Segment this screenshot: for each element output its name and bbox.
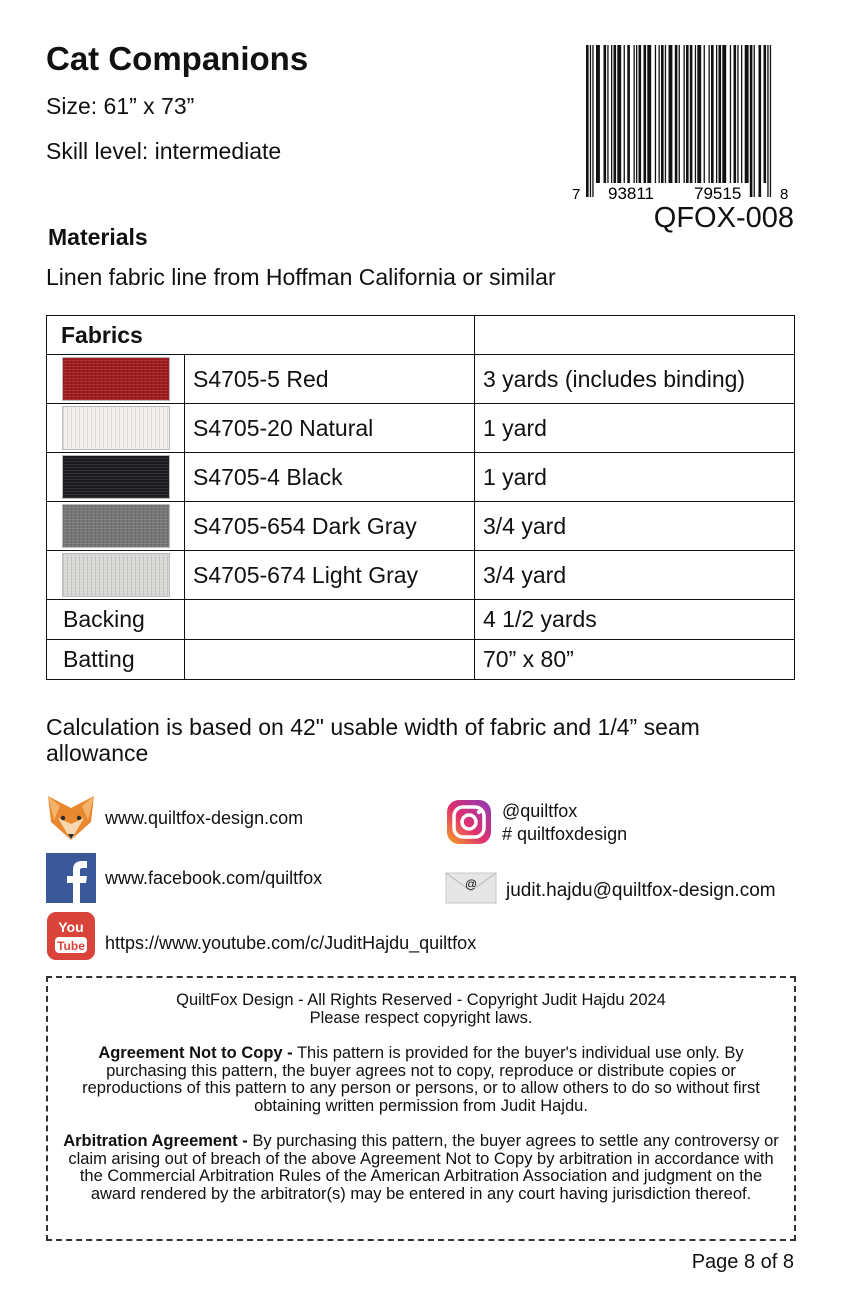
barcode-bar bbox=[759, 45, 762, 197]
barcode-bar bbox=[722, 45, 726, 183]
barcode-bar bbox=[604, 45, 607, 183]
barcode-bar bbox=[764, 45, 767, 183]
table-row bbox=[47, 640, 795, 680]
agreement-title: Agreement Not to Copy - bbox=[98, 1044, 293, 1062]
barcode-bar bbox=[737, 45, 738, 183]
calculation-note: Calculation is based on 42" usable width of fabric and 1/4” seam allowance bbox=[46, 714, 700, 766]
fox-logo-icon bbox=[46, 794, 96, 842]
fabric-amount: 1 yard bbox=[475, 453, 795, 502]
table-row bbox=[47, 551, 795, 600]
barcode-bar bbox=[624, 45, 625, 183]
barcode-bar bbox=[686, 45, 689, 183]
legal-box bbox=[46, 976, 796, 1241]
barcode-bar bbox=[639, 45, 642, 183]
barcode-bar bbox=[675, 45, 678, 183]
facebook-contact[interactable] bbox=[46, 853, 322, 903]
extra-amount: 70” x 80” bbox=[475, 640, 795, 680]
amount-header bbox=[475, 316, 795, 355]
website-contact[interactable] bbox=[46, 794, 303, 842]
instagram-contact[interactable] bbox=[445, 798, 627, 846]
barcode-bar bbox=[590, 45, 591, 197]
fabric-swatch bbox=[62, 406, 170, 450]
fabric-swatch bbox=[62, 455, 170, 499]
barcode-bar bbox=[709, 45, 710, 183]
quilt-size: Size: 61” x 73” bbox=[46, 93, 195, 119]
facebook-icon bbox=[46, 853, 96, 903]
barcode-bar bbox=[655, 45, 656, 183]
materials-heading: Materials bbox=[48, 224, 148, 250]
barcode-bars bbox=[586, 45, 771, 197]
instagram-icon bbox=[445, 798, 493, 846]
barcode-bar bbox=[679, 45, 680, 183]
barcode-bar bbox=[636, 45, 637, 183]
extra-amount: 4 1/2 yards bbox=[475, 600, 795, 640]
product-code: QFOX-008 bbox=[653, 202, 794, 234]
fabric-amount: 3/4 yard bbox=[475, 502, 795, 551]
instagram-hashtag[interactable]: # quiltfoxdesign bbox=[502, 824, 628, 844]
materials-intro: Linen fabric line from Hoffman California or similar bbox=[46, 264, 556, 290]
agreement-paragraph bbox=[62, 1045, 780, 1115]
youtube-logo-top: You bbox=[58, 919, 84, 935]
table-header-row bbox=[47, 316, 795, 355]
envelope-icon bbox=[445, 872, 497, 904]
arbitration-title: Arbitration Agreement - bbox=[63, 1132, 248, 1150]
skill-level: Skill level: intermediate bbox=[46, 138, 282, 164]
barcode-bar bbox=[730, 45, 731, 183]
youtube-icon bbox=[46, 911, 96, 961]
barcode-bar bbox=[661, 45, 664, 183]
barcode-bar bbox=[592, 45, 593, 197]
fabric-swatch bbox=[62, 357, 170, 401]
barcode-bar bbox=[634, 45, 635, 183]
barcode-bar bbox=[644, 45, 647, 183]
barcode-bar bbox=[607, 45, 608, 183]
fabric-swatch bbox=[62, 504, 170, 548]
barcode-bar bbox=[611, 45, 612, 183]
barcode-bar bbox=[745, 45, 749, 183]
fabric-amount: 3 yards (includes binding) bbox=[475, 355, 795, 404]
barcode-bar bbox=[614, 45, 617, 183]
barcode-bar bbox=[695, 45, 696, 183]
barcode-digit-2: 93811 bbox=[608, 184, 655, 203]
fabric-code: S4705-4 Black bbox=[185, 453, 475, 502]
barcode-bar bbox=[750, 45, 753, 197]
barcode-bar bbox=[719, 45, 722, 183]
barcode-bar bbox=[716, 45, 717, 183]
email-link[interactable]: judit.hajdu@quiltfox-design.com bbox=[506, 880, 776, 901]
table-row bbox=[47, 355, 795, 404]
barcode-bar bbox=[665, 45, 666, 183]
barcode-bar bbox=[711, 45, 714, 183]
envelope-at-sign: @ bbox=[465, 877, 478, 891]
barcode-bar bbox=[770, 45, 771, 197]
youtube-link[interactable]: https://www.youtube.com/c/JuditHajdu_quiltfox bbox=[105, 932, 477, 953]
arbitration-paragraph bbox=[62, 1133, 780, 1203]
fabric-amount: 1 yard bbox=[475, 404, 795, 453]
barcode-bar bbox=[669, 45, 673, 183]
table-row bbox=[47, 404, 795, 453]
extra-label: Batting bbox=[47, 640, 185, 680]
table-row bbox=[47, 453, 795, 502]
agreement-text: This pattern is provided for the buyer's individual use only. By purchasing this pattern, the buyer agrees not to copy, reproduce or distribute copies or reproductions of this pattern to any person or persons, or to allow others to do so without first obtaining written permission from Judit Hajdu. bbox=[82, 1044, 760, 1115]
fabrics-header: Fabrics bbox=[47, 316, 475, 355]
barcode-bar bbox=[586, 45, 589, 197]
barcode-bar bbox=[627, 45, 630, 183]
fabric-swatch bbox=[62, 553, 170, 597]
barcode-bar bbox=[697, 45, 701, 183]
fabric-code: S4705-674 Light Gray bbox=[185, 551, 475, 600]
website-link[interactable]: www.quiltfox-design.com bbox=[105, 807, 304, 828]
fabrics-table bbox=[46, 315, 795, 680]
instagram-handle[interactable]: @quiltfox bbox=[502, 801, 578, 821]
copyright-notice: Please respect copyright laws. bbox=[309, 1008, 533, 1027]
email-contact[interactable] bbox=[445, 872, 776, 904]
barcode-bar bbox=[617, 45, 621, 183]
fabric-code: S4705-20 Natural bbox=[185, 404, 475, 453]
youtube-contact[interactable] bbox=[46, 911, 476, 961]
barcode-bar bbox=[690, 45, 693, 183]
table-row bbox=[47, 502, 795, 551]
copyright-line: QuiltFox Design - All Rights Reserved - Copyright Judit Hajdu 2024 bbox=[176, 991, 666, 1009]
extra-label: Backing bbox=[47, 600, 185, 640]
barcode-digit-1: 7 bbox=[572, 186, 581, 203]
barcode-bar bbox=[767, 45, 768, 197]
barcode-bar bbox=[659, 45, 660, 183]
facebook-link[interactable]: www.facebook.com/quiltfox bbox=[105, 867, 323, 888]
barcode-digit-4: 8 bbox=[780, 186, 789, 203]
page-number: Page 8 of 8 bbox=[691, 1251, 794, 1273]
barcode-digit-3: 79515 bbox=[694, 184, 742, 203]
youtube-logo-bottom: Tube bbox=[57, 939, 85, 953]
barcode-bar bbox=[704, 45, 705, 183]
barcode-bar bbox=[754, 45, 755, 197]
barcode bbox=[568, 45, 793, 205]
barcode-bar bbox=[741, 45, 742, 183]
fabric-amount: 3/4 yard bbox=[475, 551, 795, 600]
barcode-bar bbox=[734, 45, 737, 183]
fabric-code: S4705-5 Red bbox=[185, 355, 475, 404]
fabric-code: S4705-654 Dark Gray bbox=[185, 502, 475, 551]
table-row bbox=[47, 600, 795, 640]
page-title: Cat Companions bbox=[46, 40, 309, 77]
barcode-bar bbox=[647, 45, 651, 183]
barcode-bar bbox=[596, 45, 600, 183]
arbitration-text: By purchasing this pattern, the buyer agrees to settle any controversy or claim arising out of breach of the above Agreement Not to Copy by arbitration in accordance with the Commercial Arbitration Rules of the American Arbitration Association and judgment on the award rendered by the arbitrator(s) may be entered in any court having jurisdiction thereof. bbox=[68, 1132, 779, 1203]
barcode-bar bbox=[684, 45, 685, 183]
